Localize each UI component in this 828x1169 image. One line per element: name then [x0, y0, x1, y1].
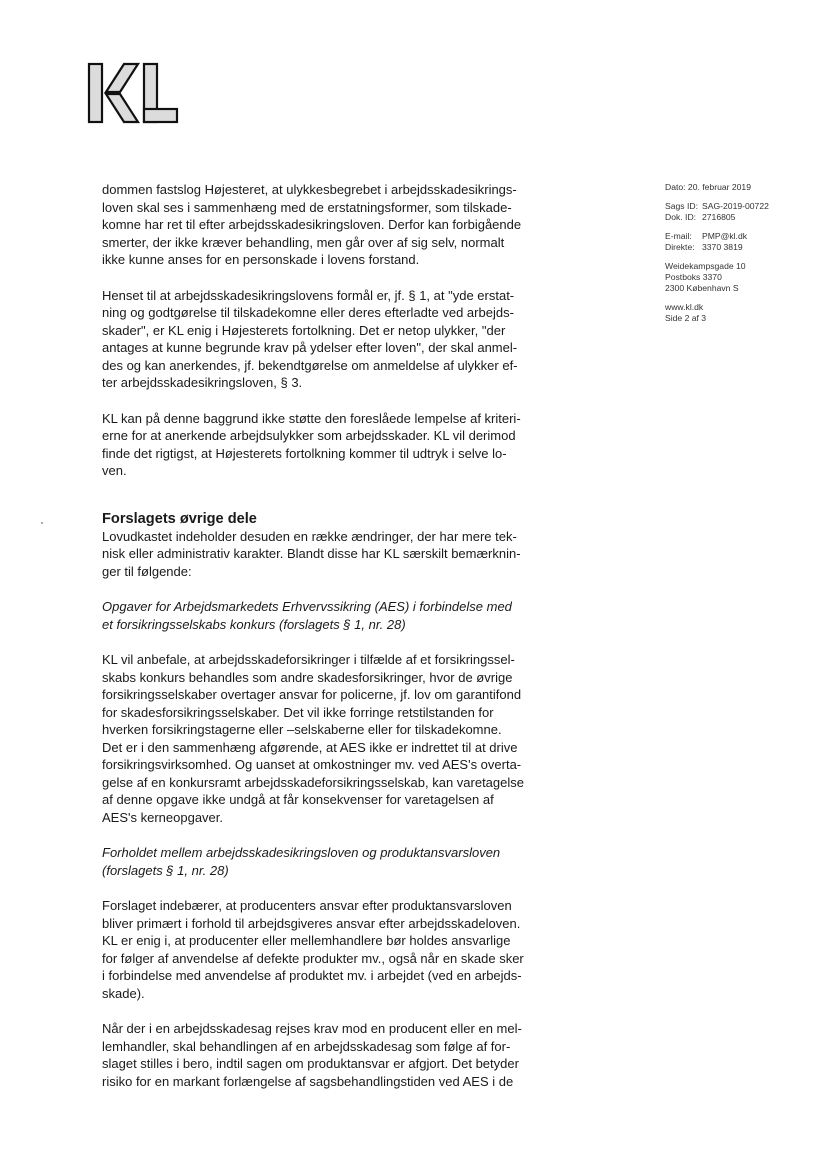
email-label: E-mail:: [665, 231, 692, 241]
address-line-1: Weidekampsgade 10: [665, 261, 746, 271]
margin-mark: [41, 522, 43, 524]
paragraph-4: Lovudkastet indeholder desuden en række ændringer, der har mere tek- nisk eller administrativ karakter. Blandt disse har KL særskilt bemærknin- ger til følgende:: [102, 528, 521, 579]
paragraph-5: KL vil anbefale, at arbejdsskadeforsikringer i tilfælde af et forsikringssel- skabs konkurs behandles som andre skadesforsikringer, hvor de øvrige forsikringsselskaber overtager ansvar for policerne, jf. lov om garantifond for skadesforsikringsselskaber. Det vil ikke forringe retstilstanden for hverken forsikringstagerne eller –selskaberne eller for tilskadekomne. Det er i den sammenhæng afgørende, at AES ikke er indrettet til at drive forsikringsvirksomhed. Og uanset at omkostninger mv. ved AES's overta- gelse af en konkursramt arbejdsskadeforsikringsselskab, kan varetagelse af denne opgave ikke undgå at får konsekvenser for varetagelsen af AES's kerneopgaver.: [102, 652, 524, 825]
paragraph-3: KL kan på denne baggrund ikke støtte den foreslåede lempelse af kriteri- erne for at anerkende arbejdsulykker som arbejdsskader. KL vil derimod finde det rigtigst, at Højesterets fortolkning kommer til udtryk i selve lo- ven.: [102, 410, 521, 478]
phone-row: [665, 242, 815, 253]
email-value: PMP@kl.dk: [702, 231, 748, 241]
email-row: [665, 231, 815, 242]
phone-value: 3370 3819: [702, 242, 743, 252]
paragraph-7: Når der i en arbejdsskadesag rejses krav mod en producent eller en mel- lemhandler, skal behandlingen af en arbejdsskadesag som følge af for- slaget stilles i bero, indtil sagen om produktansvar er afgjort. Det betyder risiko for en markant forlængelse af sagsbehandlingstiden ved AES i de: [102, 1021, 522, 1089]
kl-logo: [86, 62, 180, 124]
kl-logo-mark: [86, 62, 180, 124]
paragraph-2: Henset til at arbejdsskadesikringslovens formål er, jf. § 1, at "yde erstat- ning og godtgørelse til tilskadekomne eller deres efterladte ved arbejds- skader", er KL enig i Højesterets fortolkning. Det er netop ulykker, "der antages at kunne begrunde krav på ydelser efter loven", der skal anmel- des og kan anerkendes, jf. bekendtgørelse om anmeldelse af ulykker ef- ter arbejdsskadesikringsloven, § 3.: [102, 287, 518, 390]
address-line-3: 2300 København S: [665, 283, 739, 293]
case-id-value: SAG-2019-00722: [702, 201, 769, 211]
subheading-aes: Opgaver for Arbejdsmarkedets Erhvervssikring (AES) i forbindelse med et forsikringsselskabs konkurs (forslagets § 1, nr. 28): [102, 599, 512, 632]
doc-id-row: [665, 212, 815, 223]
website: www.kl.dk: [665, 302, 704, 312]
doc-id-value: 2716805: [702, 212, 736, 222]
section-heading: Forslagets øvrige dele: [102, 510, 257, 527]
doc-id-label: Dok. ID:: [665, 212, 697, 222]
subheading-product-liability: Forholdet mellem arbejdsskadesikringsloven og produktansvarsloven (forslagets § 1, nr. 28): [102, 845, 501, 878]
paragraph-1: dommen fastslog Højesteret, at ulykkesbegrebet i arbejdsskadesikrings- loven skal ses i sammenhæng med de erstatningsformer, som tilskade- komne har ret til efter arbejdsskadesikringsloven. Derfor kan forbigående smerter, der ikke kræver behandling, men går over af sig selv, normalt ikke kunne anses for en personskade i lovens forstand.: [102, 182, 522, 267]
phone-label: Direkte:: [665, 242, 695, 252]
page-number: Side 2 af 3: [665, 313, 707, 323]
case-id-label: Sags ID:: [665, 201, 698, 211]
document-metadata: [665, 182, 815, 332]
paragraph-6: Forslaget indebærer, at producenters ansvar efter produktansvarsloven bliver primært i forhold til arbejdsgiveres ansvar efter arbejdsskadeloven. KL er enig i, at producenter eller mellemhandlere bør holdes ansvarlige for følger af anvendelse af defekte produkter mv., også når en skade sker i forbindelse med anvendelse af produktet mv. i arbejdet (ved en arbejds- skade).: [102, 898, 524, 1001]
document-date: Dato: 20. februar 2019: [665, 182, 751, 192]
case-id-row: [665, 201, 815, 212]
letter-body: [102, 181, 562, 1090]
address-line-2: Postboks 3370: [665, 272, 722, 282]
